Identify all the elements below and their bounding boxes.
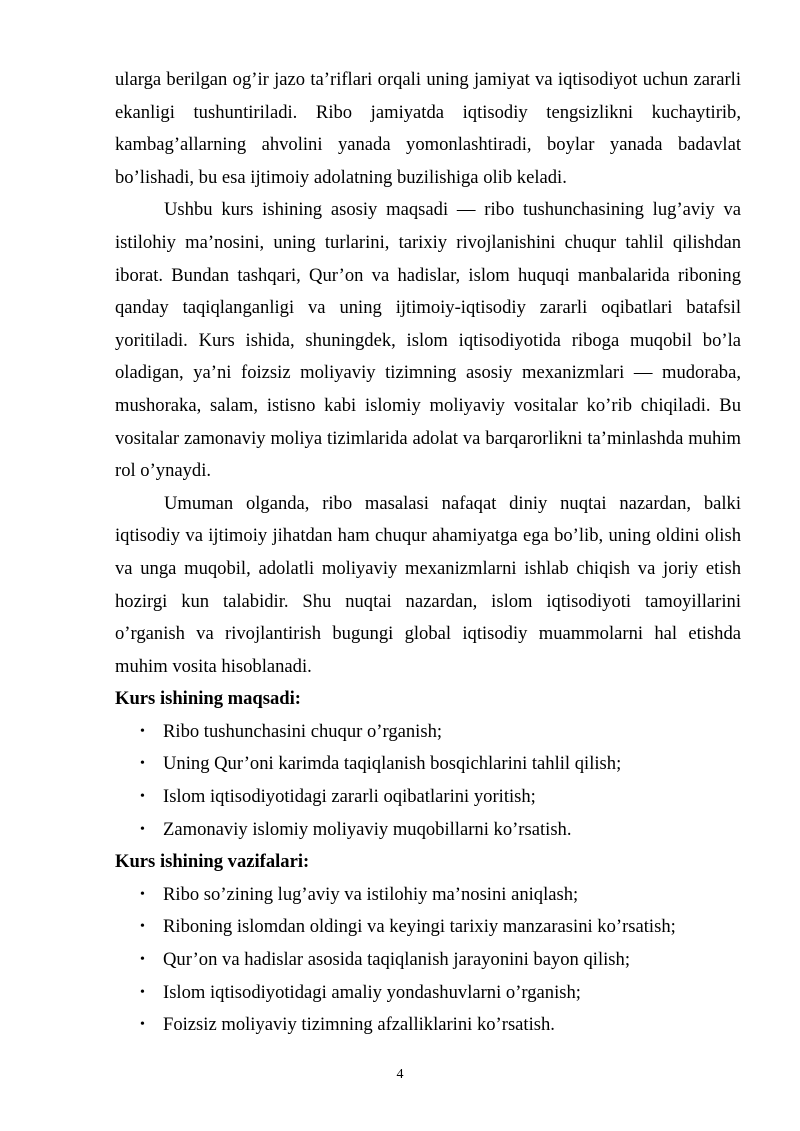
list-item-text: Ribo so’zining lug’aviy va istilohiy ma’nosini aniqlash; (163, 883, 579, 905)
list-item-text: Uning Qur’oni karimda taqiqlanish bosqichlarini tahlil qilish; (163, 753, 622, 775)
list-item (115, 911, 741, 944)
document-page (115, 64, 741, 1042)
list-item (115, 748, 741, 781)
paragraph-conclusion: Umuman olganda, ribo masalasi nafaqat diniy nuqtai nazardan, balki iqtisodiy va ijtimoiy jihatdan ham chuqur ahamiyatga ega bo’lib, uning oldini olish va unga muqobil, adolatli moliyaviy mexanizmlarni ishlab chiqish va joriy etish hozirgi kun talabidir. Shu nuqtai nazardan, islom iqtisodiyoti tamoyillarini o’rganish va rivojlantirish bugungi global iqtisodiy muammolarni hal etishda muhim vosita hisoblanadi. (115, 492, 741, 677)
list-item-text: Ribo tushunchasini chuqur o’rganish; (163, 720, 443, 742)
list-item-text: Zamonaviy islomiy moliyaviy muqobillarni ko’rsatish. (163, 818, 572, 840)
bullet-icon: • (140, 789, 145, 805)
bullet-icon: • (140, 1017, 145, 1033)
bullet-icon: • (140, 723, 145, 739)
list-item-text: Islom iqtisodiyotidagi zararli oqibatlarini yoritish; (163, 786, 536, 808)
goals-list (115, 716, 741, 846)
list-item (115, 781, 741, 814)
list-item-text: Islom iqtisodiyotidagi amaliy yondashuvlarni o’rganish; (163, 981, 581, 1003)
paragraph-continuation: ularga berilgan og’ir jazo ta’riflari orqali uning jamiyat va iqtisodiyot uchun zararli ekanligi tushuntiriladi. Ribo jamiyatda iqtisodiy tengsizlikni kuchaytirib, kambag’allarning ahvolini yanada yomonlashtiradi, boylar yanada badavlat bo’lishadi, bu esa ijtimoiy adolatning buzilishiga olib keladi. (115, 69, 741, 188)
bullet-icon: • (140, 756, 145, 772)
list-item-text: Riboning islomdan oldingi va keyingi tarixiy manzarasini ko’rsatish; (163, 916, 676, 938)
list-item (115, 944, 741, 977)
page-number: 4 (396, 1067, 404, 1082)
goals-heading: Kurs ishining maqsadi: (115, 688, 302, 710)
list-item (115, 977, 741, 1010)
list-item (115, 879, 741, 912)
list-item-text: Qur’on va hadislar asosida taqiqlanish jarayonini bayon qilish; (163, 949, 630, 971)
list-item-text: Foizsiz moliyaviy tizimning afzalliklarini ko’rsatish. (163, 1014, 555, 1036)
list-item (115, 814, 741, 847)
paragraph-purpose: Ushbu kurs ishining asosiy maqsadi — ribo tushunchasining lug’aviy va istilohiy ma’nosini, uning turlarini, tarixiy rivojlanishini chuqur tahlil qilishdan iborat. Bundan tashqari, Qur’on va hadislar, islom huquqi manbalarida riboning qanday taqiqlanganligi va uning ijtimoiy-iqtisodiy zararli oqibatlari batafsil yoritiladi. Kurs ishida, shuningdek, islom iqtisodiyotida riboga muqobil bo’la oladigan, ya’ni foizsiz moliyaviy tizimning asosiy mexanizmlari — mudoraba, mushoraka, salam, istisno kabi islomiy moliyaviy vositalar ko’rib chiqiladi. Bu vositalar zamonaviy moliya tizimlarida adolat va barqarorlikni ta’minlashda muhim rol o’ynaydi. (115, 199, 741, 482)
bullet-icon: • (140, 984, 145, 1000)
bullet-icon: • (140, 919, 145, 935)
bullet-icon: • (140, 821, 145, 837)
bullet-icon: • (140, 952, 145, 968)
list-item (115, 716, 741, 749)
tasks-heading: Kurs ishining vazifalari: (115, 851, 310, 873)
bullet-icon: • (140, 886, 145, 902)
tasks-list (115, 879, 741, 1042)
list-item (115, 1009, 741, 1042)
